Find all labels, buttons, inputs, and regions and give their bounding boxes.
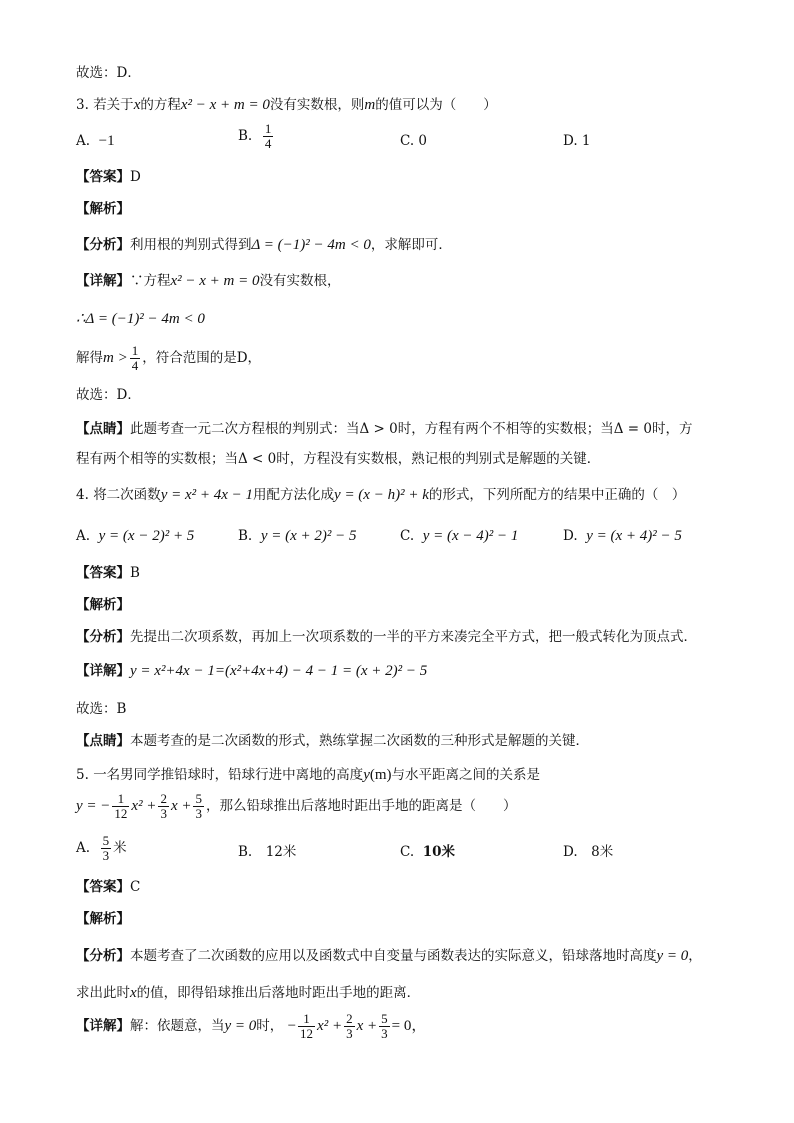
frac-5-3 <box>193 792 204 821</box>
q3-option-b-fraction <box>263 122 274 151</box>
q5-var-y: y <box>363 767 370 783</box>
detail-neg: − <box>287 1018 297 1034</box>
q3-comment <box>76 420 692 438</box>
frac-den: 4 <box>131 358 139 373</box>
q4-answer <box>76 564 140 582</box>
answer-tag: 【答案】 <box>76 169 130 185</box>
q4-number: 4. <box>76 487 89 503</box>
q5-analysis-cont <box>76 984 420 1002</box>
q3-text-4: 的值可以为（ ） <box>375 97 497 113</box>
detail-x2: x² + <box>317 1018 343 1034</box>
frac-num: 1 <box>112 792 129 807</box>
frac-num: 2 <box>160 791 167 806</box>
q5-unit: (m) <box>369 767 392 783</box>
q3-equation: x² − x + m = 0 <box>180 97 270 113</box>
frac-num: 5 <box>102 833 110 848</box>
q4-analysis-heading: 【解析】 <box>76 597 130 613</box>
frac-num: 1 <box>131 343 139 358</box>
q5-option-c <box>400 843 455 861</box>
solve-inequality: m > <box>103 350 128 366</box>
analysis-equation: y = 0 <box>656 948 689 964</box>
q3-comment-cont: 程有两个相等的实数根；当Δ < 0时，方程没有实数根，熟记根的判别式是解题的关键． <box>76 451 601 467</box>
q5-text-1: 一名男同学推铅球时，铅球行进中离地的高度 <box>93 767 364 783</box>
q3-detail-step-3 <box>76 344 261 373</box>
q4-text-1: 将二次函数 <box>93 487 161 503</box>
frac-den: 3 <box>160 806 167 821</box>
q4-option-c <box>400 527 518 545</box>
question-3 <box>76 96 497 114</box>
answer-value: D <box>130 169 141 185</box>
detail-text: ∵方程 <box>130 273 171 289</box>
q5-func-x2: x² + <box>131 798 157 814</box>
q4-option-a-eq: y = (x − 2)² + 5 <box>98 528 195 544</box>
frac-den: 3 <box>102 848 110 863</box>
answer-tag: 【答案】 <box>76 565 130 581</box>
q5-detail <box>76 1010 426 1042</box>
comment-text: 本题考查的是二次函数的形式，熟练掌握二次函数的三种形式是解题的关键． <box>130 733 589 749</box>
q3-option-c: C. 0 <box>400 133 428 149</box>
frac-den: 3 <box>346 1026 353 1041</box>
q3-option-b <box>238 122 275 151</box>
frac-1-12 <box>112 792 129 821</box>
frac-den: 3 <box>195 806 202 821</box>
q5-option-c-value: 10米 <box>422 844 456 860</box>
answer-value: C <box>130 879 141 895</box>
q5-function <box>76 790 516 822</box>
q5-func-x: x + <box>170 798 192 814</box>
q4-comment <box>76 732 589 750</box>
frac-den: 12 <box>300 1026 314 1041</box>
q3-var-m: m <box>364 97 376 113</box>
detail-tag: 【详解】 <box>76 273 130 289</box>
q5-analysis-heading: 【解析】 <box>76 911 130 927</box>
q4-conclusion: 故选：B <box>76 701 127 717</box>
q3-conclusion: 故选：D． <box>76 387 141 403</box>
analysis-text-3: 的值，即得铅球推出后落地时距出手地的距离． <box>136 985 421 1001</box>
detail-equation: x² − x + m = 0 <box>170 273 260 289</box>
q3-text-1: 若关于 <box>93 97 134 113</box>
q4-equation-1: y = x² + 4x − 1 <box>160 487 254 503</box>
frac-2-3 <box>344 1012 355 1041</box>
q4-option-b <box>238 527 356 545</box>
analysis-var-x: x <box>130 985 137 1001</box>
frac-1-12 <box>298 1012 315 1041</box>
analysis-text-2: 求出此时 <box>76 985 130 1001</box>
q4-option-d-eq: y = (x + 4)² − 5 <box>586 528 682 544</box>
q3-option-a-value: −1 <box>98 133 115 149</box>
frac-5-3 <box>379 1012 390 1041</box>
q3-analysis <box>76 236 452 254</box>
q4-option-c-eq: y = (x − 4)² − 1 <box>422 528 519 544</box>
comment-tag: 【点睛】 <box>76 421 130 437</box>
detail-equals: = 0， <box>391 1018 427 1034</box>
q5-option-a-unit: 米 <box>113 840 127 856</box>
q4-option-d <box>563 527 682 545</box>
q4-option-b-eq: y = (x + 2)² − 5 <box>260 528 357 544</box>
detail-text: 解：依题意，当 <box>130 1018 225 1034</box>
q3-analysis-heading: 【解析】 <box>76 201 130 217</box>
detail-tag: 【详解】 <box>76 1018 130 1034</box>
frac-den: 12 <box>114 806 128 821</box>
q3-text-3: 没有实数根，则 <box>269 97 365 113</box>
analysis-punct: ， <box>688 948 702 964</box>
q5-option-a-label: A. <box>76 840 91 856</box>
analysis-equation: Δ = (−1)² − 4m < 0 <box>251 237 371 253</box>
q4-option-c-label: C. <box>400 528 415 544</box>
q4-text-3: 的形式，下列所配方的结果中正确的（ ） <box>428 487 686 503</box>
detail-eq: y = 0 <box>224 1018 257 1034</box>
q5-option-a-fraction <box>101 834 112 863</box>
final-answer-prev: 故选：D． <box>76 65 141 81</box>
detail-tag: 【详解】 <box>76 663 130 679</box>
solve-text-end: ，符合范围的是D， <box>142 350 262 366</box>
q4-option-b-label: B. <box>238 528 253 544</box>
solve-fraction <box>130 344 141 373</box>
q5-text-2: 与水平距离之间的关系是 <box>391 767 541 783</box>
frac-den: 4 <box>264 136 272 151</box>
q3-number: 3. <box>76 97 89 113</box>
q3-detail <box>76 272 341 290</box>
frac-2-3 <box>158 792 169 821</box>
analysis-tag: 【分析】 <box>76 629 130 645</box>
question-5 <box>76 766 540 784</box>
frac-num: 2 <box>346 1011 353 1026</box>
q5-answer <box>76 878 140 896</box>
q4-analysis <box>76 628 697 646</box>
analysis-text-1: 本题考查了二次函数的应用以及函数式中自变量与函数表达的实际意义，铅球落地时高度 <box>130 948 657 964</box>
q3-option-b-label: B. <box>238 128 253 144</box>
detail-x: x + <box>356 1018 378 1034</box>
answer-tag: 【答案】 <box>76 879 130 895</box>
q5-text-3: ，那么铅球推出后落地时距出手地的距离是（ ） <box>205 798 517 814</box>
q4-option-a <box>76 527 194 545</box>
q3-option-a <box>76 132 115 150</box>
q5-option-d: D. 8米 <box>563 844 614 860</box>
detail-text-2: 时， <box>256 1018 284 1034</box>
q4-option-a-label: A. <box>76 528 91 544</box>
q4-detail <box>76 662 427 680</box>
q3-detail-step-2: ∴Δ = (−1)² − 4m < 0 <box>76 311 205 327</box>
answer-value: B <box>130 565 140 581</box>
q5-analysis <box>76 947 702 965</box>
q5-option-b: B. 12米 <box>238 844 297 860</box>
q5-option-c-label: C. <box>400 844 415 860</box>
q3-option-a-label: A. <box>76 133 91 149</box>
q5-number: 5. <box>76 767 89 783</box>
analysis-tag: 【分析】 <box>76 237 130 253</box>
q4-option-d-label: D. <box>563 528 578 544</box>
analysis-text: 利用根的判别式得到 <box>130 237 252 253</box>
q4-text-2: 用配方法化成 <box>253 487 335 503</box>
question-4 <box>76 486 685 504</box>
analysis-tag: 【分析】 <box>76 948 130 964</box>
q5-option-a <box>76 834 127 863</box>
q3-text-2: 的方程 <box>140 97 181 113</box>
q5-func-y: y = − <box>76 798 111 814</box>
comment-tag: 【点睛】 <box>76 733 130 749</box>
solve-text: 解得 <box>76 350 103 366</box>
analysis-text-end: ，求解即可． <box>370 237 452 253</box>
frac-num: 5 <box>381 1011 388 1026</box>
frac-num: 1 <box>298 1012 315 1027</box>
q3-option-d: D. 1 <box>563 133 591 149</box>
detail-equation: y = x²+4x − 1=(x²+4x+4) − 4 − 1 = (x + 2)² − 5 <box>130 663 428 679</box>
frac-num: 5 <box>195 791 202 806</box>
q3-var-x: x <box>133 97 141 113</box>
frac-num: 1 <box>264 121 272 136</box>
comment-text-1: 此题考查一元二次方程根的判别式：当Δ > 0时，方程有两个不相等的实数根；当Δ = 0时，方 <box>130 421 693 437</box>
analysis-text: 先提出二次项系数，再加上一次项系数的一半的平方来凑完全平方式，把一般式转化为顶点式． <box>130 629 697 645</box>
q4-equation-2: y = (x − h)² + k <box>334 487 429 503</box>
detail-text-end: 没有实数根， <box>259 273 341 289</box>
frac-den: 3 <box>381 1026 388 1041</box>
q3-answer <box>76 168 141 186</box>
